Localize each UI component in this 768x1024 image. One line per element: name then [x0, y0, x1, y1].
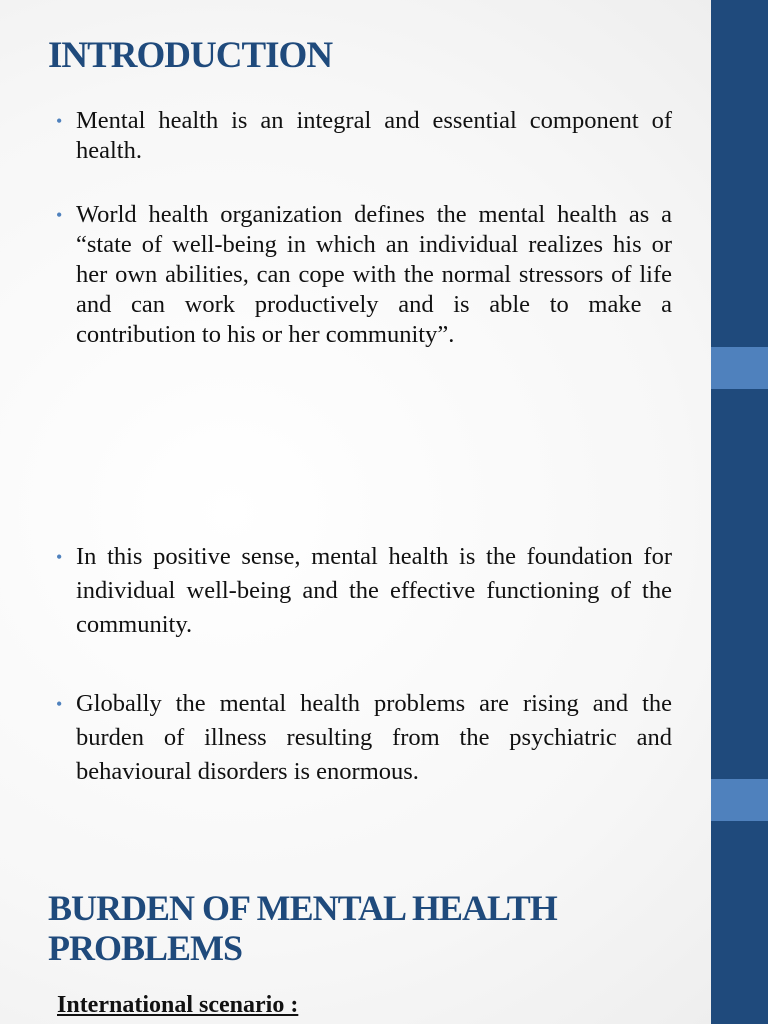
side-decoration-bar [711, 0, 768, 1024]
side-accent-block-lower [711, 779, 768, 821]
bullet-dot-icon: • [56, 547, 63, 567]
bullet-text: Globally the mental health problems are rising and the burden of illness resulting from the psychiatric and behavioural disorders is enormous. [76, 690, 672, 785]
bullet-text: Mental health is an integral and essential component of health. [76, 107, 672, 164]
bullet-dot-icon: • [56, 111, 63, 131]
bullet-text: World health organization defines the mental health as a “state of well-being in which an individual realizes his or her own abilities, can cope with the normal stressors of life and can work productively and is able to make a contribution to his or her community”. [76, 201, 672, 348]
bullet-text: In this positive sense, mental health is the foundation for individual well-being and the effective functioning of the community. [76, 543, 672, 638]
bullet-item [56, 106, 672, 166]
bullet-item [56, 200, 672, 350]
side-accent-block-upper [711, 347, 768, 389]
burden-title: BURDEN OF MENTAL HEALTH PROBLEMS [48, 888, 557, 968]
bullet-dot-icon: • [56, 694, 63, 714]
bullet-item [56, 687, 672, 789]
bullet-item [56, 540, 672, 642]
introduction-title: INTRODUCTION [48, 35, 333, 76]
international-scenario-subheading: International scenario : [57, 992, 299, 1018]
bullet-dot-icon: • [56, 205, 63, 225]
